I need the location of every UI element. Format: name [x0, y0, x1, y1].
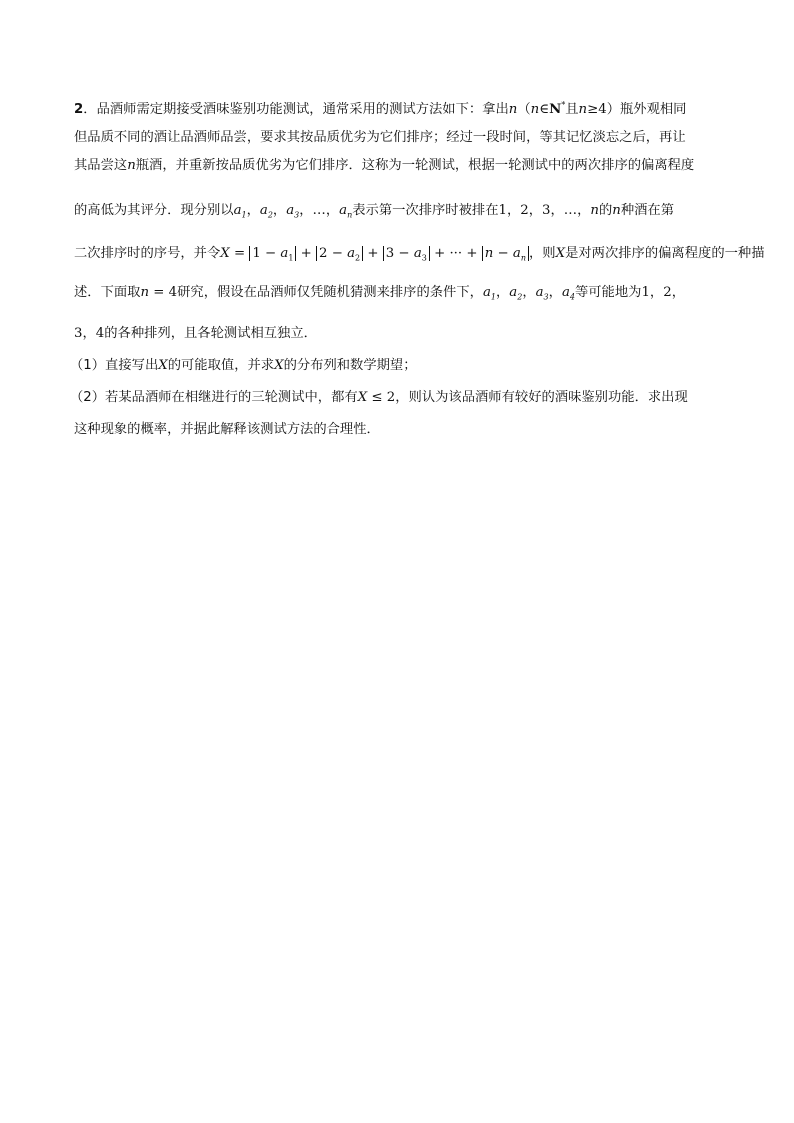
problem-line-7: 3，4的各种排列，且各轮测试相互独立．: [74, 326, 317, 341]
question-part-2-continued: 这种现象的概率，并据此解释该测试方法的合理性．: [74, 422, 380, 437]
problem-line-4: 的高低为其评分．现分别以$a_1$，$a_2$，$a_3$，…，$a_n$表示第一次排序时被排在1，2，3，…，n的n种酒在第: [74, 203, 675, 220]
math-a-sequence: $a_1$: [233, 203, 247, 220]
problem-line-2: 但品质不同的酒让品酒师品尝，要求其按品质优劣为它们排序；经过一段时间，等其记忆淡忘之后，再让: [74, 130, 686, 145]
math-n: n: [127, 158, 136, 173]
problem-line-5: 二次排序时的序号，并令$X = 1 - a_1 + 2 - a_2 + 3 - a_3$ + ··· + $n - a_n$ ，则X是对两次排序的偏离程度的一种描: [74, 246, 765, 263]
problem-line-6: 述．下面取n = 4研究，假设在品酒师仅凭随机猜测来排序的条件下，$a_1$，$a_2$，$a_3$，$a_4$等可能地为1，2，: [74, 285, 685, 302]
math-X-definition: X: [220, 246, 230, 261]
math-n: n: [508, 102, 518, 117]
question-part-1: （1）直接写出X的可能取值，并求X的分布列和数学期望；: [70, 358, 417, 373]
problem-line-3: 其品尝这n瓶酒，并重新按品质优劣为它们排序．这称为一轮测试，根据一轮测试中的两次排序的偏离程度: [74, 158, 695, 173]
problem-number: 2: [74, 102, 84, 117]
math-n-in-N: n: [530, 102, 540, 117]
problem-line-1: 2．品酒师需定期接受酒味鉴别功能测试，通常采用的测试方法如下：拿出n（n∈N*且n≥4）瓶外观相同: [74, 100, 687, 117]
question-part-2: （2）若某品酒师在相继进行的三轮测试中，都有X ≤ 2，则认为该品酒师有较好的酒味鉴别功能．求出现: [70, 390, 688, 405]
